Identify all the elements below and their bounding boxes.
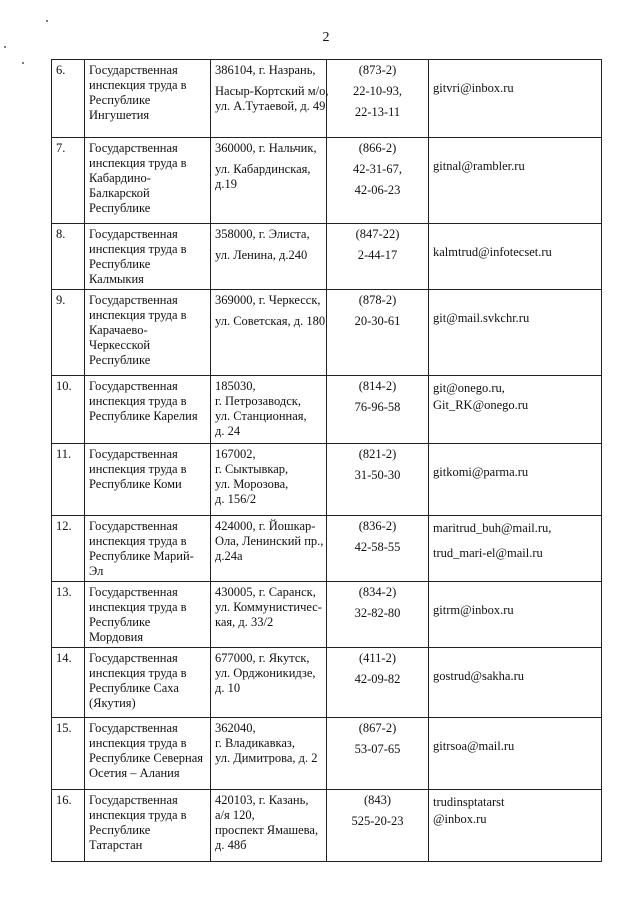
address-cell [211,376,327,444]
organization-cell [85,138,211,224]
inspection-registry-table [51,59,602,862]
phone-line: (878-2) [358,293,397,307]
email-address: gitvri@inbox.ru [433,81,514,95]
email-address [433,151,597,157]
address-line: д. 10 [215,681,241,695]
phone-line: 42-09-82 [354,672,401,686]
phone-line: (866-2) [358,141,397,155]
email-address: trudinsptatarst [433,795,505,809]
table-row [52,516,602,582]
phone-cell [327,790,429,862]
phone-cell [327,224,429,290]
organization-cell [85,376,211,444]
organization-cell [85,290,211,376]
address-cell [211,444,327,516]
phone-line: 20-30-61 [354,314,401,328]
email-address: gitrsoa@mail.ru [433,739,515,753]
scan-speck [22,62,24,64]
email-address [433,457,597,463]
organization-name: Государственная инспекция труда в Карачаево-Черкесской Республике [89,293,187,367]
email-cell [429,138,602,224]
email-address [433,595,597,601]
phone-line: 2-44-17 [357,248,398,262]
address-line: 677000, г. Якутск, [215,651,310,665]
email-address: kalmtrud@infotecset.ru [433,245,552,259]
email-address: trud_mari-el@mail.ru [433,546,543,560]
phone-line: (873-2) [358,63,397,77]
address-line: 358000, г. Элиста, [215,227,310,241]
phone-line: 31-50-30 [354,468,401,482]
organization-cell [85,582,211,648]
address-line: д. 156/2 [215,492,257,506]
email-cell [429,648,602,718]
scan-speck [46,20,48,22]
phone-line: 32-82-80 [354,606,401,620]
address-line: 430005, г. Саранск, [215,585,316,599]
address-cell [211,138,327,224]
phone-line: (867-2) [358,721,397,735]
phone-line: 42-31-67, [353,162,402,176]
registry-body [52,60,602,862]
address-line: ул. А.Тутаевой, д. 49 [215,99,326,113]
address-line: 362040, [215,721,256,735]
address-line: ул. Коммунистичес- [215,600,322,614]
phone-line: (821-2) [358,447,397,461]
email-address: Git_RK@onego.ru [433,398,529,412]
table-row [52,60,602,138]
address-line: 369000, г. Черкесск, [215,293,321,307]
address-cell [211,582,327,648]
email-cell [429,790,602,862]
phone-line: 42-06-23 [354,183,401,197]
row-number: 12. [52,516,85,582]
address-line: д.19 [215,177,237,191]
address-line: ул. Морозова, [215,477,289,491]
organization-name: Государственная инспекция труда в Республике Мордовия [89,585,187,644]
address-line: 420103, г. Казань, [215,793,309,807]
address-line: 386104, г. Назрань, [215,63,316,77]
address-line: ул. Ленина, д.240 [215,248,308,262]
table-row [52,376,602,444]
row-number: 6. [52,60,85,138]
row-number: 11. [52,444,85,516]
phone-cell [327,290,429,376]
page-number: 2 [322,30,330,45]
email-address: gitrm@inbox.ru [433,603,514,617]
phone-line: 76-96-58 [354,400,401,414]
address-line: г. Петрозаводск, [215,394,301,408]
email-cell [429,290,602,376]
email-cell [429,376,602,444]
phone-line: 42-58-55 [354,540,401,554]
email-cell [429,224,602,290]
email-address [433,143,597,149]
address-line: ул. Димитрова, д. 2 [215,751,318,765]
phone-cell [327,60,429,138]
row-number: 8. [52,224,85,290]
address-line: д.24а [215,549,243,563]
phone-cell [327,718,429,790]
address-line: Насыр-Кортский м/о, [215,84,329,98]
address-line: проспект Ямашева, [215,823,319,837]
phone-cell [327,376,429,444]
table-row [52,648,602,718]
phone-line: 22-13-11 [354,105,401,119]
email-address [433,303,597,309]
email-address: git@onego.ru, [433,381,505,395]
email-address [433,73,597,79]
email-address [433,538,597,544]
organization-name: Государственная инспекция труда в Республике Татарстан [89,793,187,852]
address-line: Ола, Ленинский пр., [215,534,324,548]
email-address: gitkomi@parma.ru [433,465,529,479]
phone-cell [327,582,429,648]
phone-line: (411-2) [358,651,397,665]
address-line: ул. Кабардинская, [215,162,311,176]
row-number: 16. [52,790,85,862]
organization-name: Государственная инспекция труда в Республике Саха (Якутия) [89,651,187,710]
organization-cell [85,718,211,790]
address-line: кая, д. 33/2 [215,615,274,629]
organization-cell [85,790,211,862]
phone-line: (836-2) [358,519,397,533]
email-address [433,229,597,235]
phone-cell [327,648,429,718]
address-line: ул. Советская, д. 180 [215,314,326,328]
phone-line: 22-10-93, [353,84,402,98]
table-row [52,290,602,376]
address-line: 185030, [215,379,256,393]
table-row [52,582,602,648]
address-line: 360000, г. Нальчик, [215,141,317,155]
organization-cell [85,444,211,516]
organization-name: Государственная инспекция труда в Республике Ингушетия [89,63,187,122]
table-row [52,444,602,516]
address-line: д. 48б [215,838,247,852]
organization-cell [85,648,211,718]
email-address [433,65,597,71]
phone-line: (814-2) [358,379,397,393]
address-cell [211,60,327,138]
address-line: а/я 120, [215,808,255,822]
table-row [52,790,602,862]
organization-cell [85,60,211,138]
address-cell [211,290,327,376]
address-line: г. Владикавказ, [215,736,295,750]
table-row [52,718,602,790]
address-line: г. Сыктывкар, [215,462,289,476]
phone-cell [327,516,429,582]
email-address: @inbox.ru [433,812,487,826]
organization-name: Государственная инспекция труда в Республике Марий-Эл [89,519,194,578]
row-number: 14. [52,648,85,718]
email-cell [429,60,602,138]
address-cell [211,648,327,718]
email-cell [429,516,602,582]
organization-cell [85,516,211,582]
email-address [433,295,597,301]
organization-cell [85,224,211,290]
organization-name: Государственная инспекция труда в Республике Карелия [89,379,198,423]
address-cell [211,224,327,290]
address-line: 424000, г. Йошкар- [215,519,316,533]
table-row [52,138,602,224]
organization-name: Государственная инспекция труда в Республике Коми [89,447,187,491]
email-address [433,449,597,455]
phone-line: (843) [363,793,392,807]
organization-name: Государственная инспекция труда в Республике Калмыкия [89,227,187,286]
email-address: git@mail.svkchr.ru [433,311,530,325]
email-cell [429,444,602,516]
row-number: 7. [52,138,85,224]
address-cell [211,718,327,790]
email-address: gitnal@rambler.ru [433,159,525,173]
address-cell [211,516,327,582]
phone-cell [327,138,429,224]
address-line: 167002, [215,447,256,461]
phone-line: 525-20-23 [351,814,404,828]
email-address [433,653,597,659]
email-cell [429,582,602,648]
email-address [433,587,597,593]
address-line: д. 24 [215,424,241,438]
row-number: 15. [52,718,85,790]
email-address [433,661,597,667]
email-cell [429,718,602,790]
email-address: gostrud@sakha.ru [433,669,525,683]
address-line: ул. Станционная, [215,409,307,423]
email-address [433,731,597,737]
row-number: 9. [52,290,85,376]
organization-name: Государственная инспекция труда в Кабардино-Балкарской Республике [89,141,187,215]
organization-name: Государственная инспекция труда в Республике Северная Осетия – Алания [89,721,204,780]
email-address: maritrud_buh@mail.ru, [433,521,552,535]
scan-speck [4,46,6,48]
address-cell [211,790,327,862]
phone-line: (834-2) [358,585,397,599]
table-row [52,224,602,290]
email-address [433,723,597,729]
row-number: 10. [52,376,85,444]
phone-line: 53-07-65 [354,742,401,756]
address-line: ул. Орджоникидзе, [215,666,316,680]
phone-cell [327,444,429,516]
phone-line: (847-22) [355,227,400,241]
row-number: 13. [52,582,85,648]
email-address [433,237,597,243]
